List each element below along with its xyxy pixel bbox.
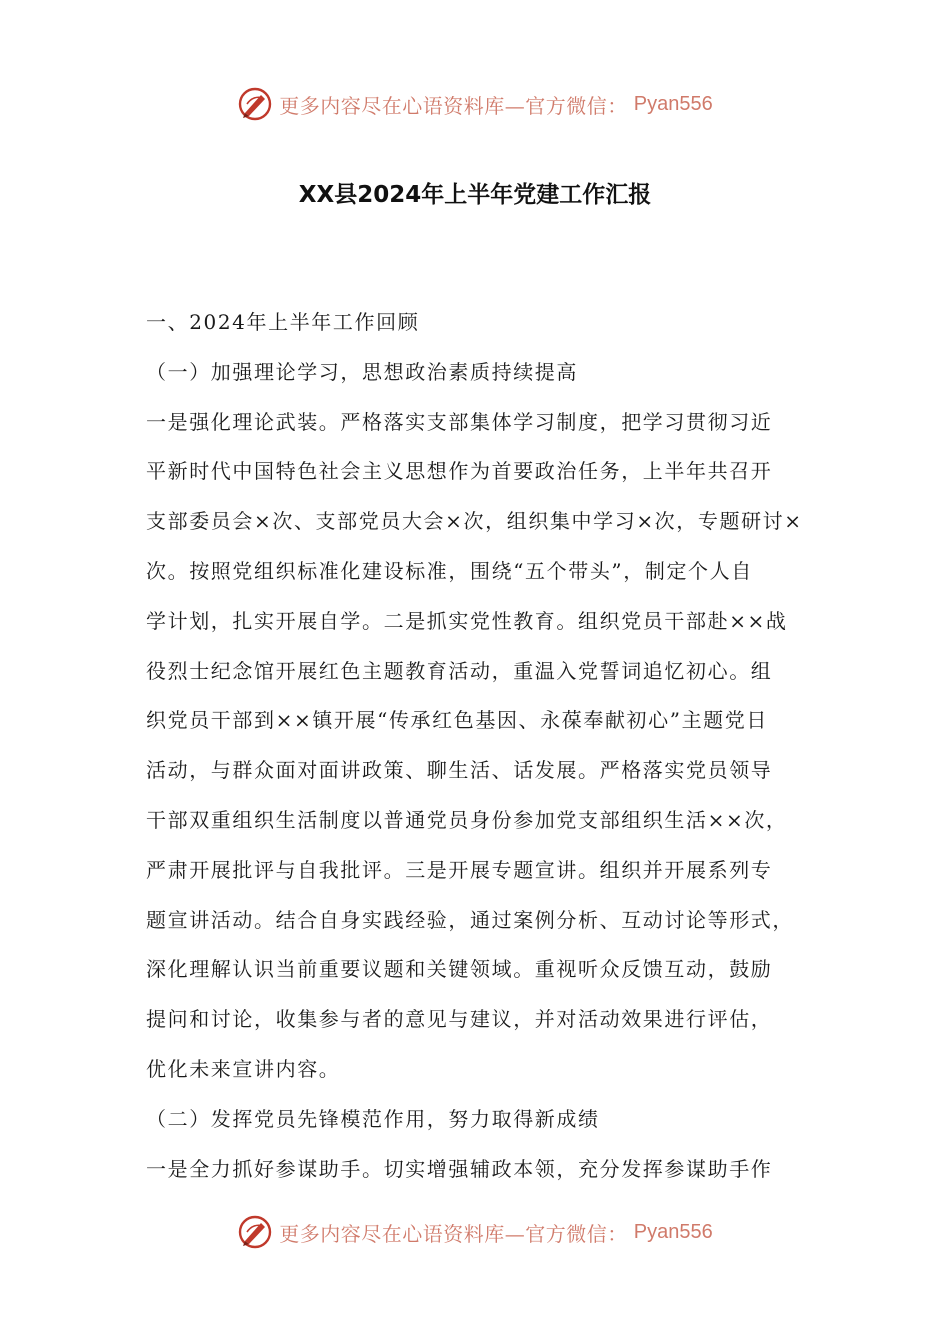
subsection-heading: （二）发挥党员先锋模范作用，努力取得新成绩 <box>146 1106 600 1131</box>
pen-logo-icon <box>237 1214 273 1250</box>
document-title: XX县2024年上半年党建工作汇报 <box>298 182 652 208</box>
body-line: 提问和讨论，收集参与者的意见与建议，并对活动效果进行评估， <box>146 1007 773 1032</box>
document-body <box>146 298 826 1194</box>
body-line: 严肃开展批评与自我批评。三是开展专题宣讲。组织并开展系列专 <box>146 857 773 882</box>
body-line: 支部委员会×次、支部党员大会×次，组织集中学习×次，专题研讨× <box>146 509 803 534</box>
watermark-wechat-id: Pyan556 <box>633 1220 713 1243</box>
watermark-wechat-id: Pyan556 <box>633 92 713 115</box>
body-line: 深化理解认识当前重要议题和关键领域。重视听众反馈互动，鼓励 <box>146 957 773 982</box>
body-line: 役烈士纪念馆开展红色主题教育活动，重温入党誓词追忆初心。组 <box>146 658 773 683</box>
body-line: 一是强化理论武装。严格落实支部集体学习制度，把学习贯彻习近 <box>146 409 773 434</box>
body-line: 平新时代中国特色社会主义思想作为首要政治任务，上半年共召开 <box>146 459 773 484</box>
body-line: 优化未来宣讲内容。 <box>146 1056 341 1081</box>
body-line: 活动，与群众面对面讲政策、聊生活、话发展。严格落实党员领导 <box>146 758 773 783</box>
body-line: 织党员干部到××镇开展“传承红色基因、永葆奉献初心”主题党日 <box>146 708 768 733</box>
body-line: 学计划，扎实开展自学。二是抓实党性教育。组织党员干部赴××战 <box>146 608 788 633</box>
subsection-heading: （一）加强理论学习，思想政治素质持续提高 <box>146 359 578 384</box>
body-line: 干部双重组织生活制度以普通党员身份参加党支部组织生活××次， <box>146 807 788 832</box>
body-line: 题宣讲活动。结合自身实践经验，通过案例分析、互动讨论等形式， <box>146 907 794 932</box>
section-heading: 一、2024年上半年工作回顾 <box>146 310 420 334</box>
footer-watermark <box>0 1212 950 1252</box>
header-watermark <box>0 84 950 124</box>
watermark-text: 更多内容尽在心语资料库—官方微信： <box>279 93 628 118</box>
watermark-text: 更多内容尽在心语资料库—官方微信： <box>279 1221 628 1246</box>
pen-logo-icon <box>237 86 273 122</box>
body-line: 次。按照党组织标准化建设标准，围绕“五个带头”，制定个人自 <box>146 558 753 583</box>
body-line: 一是全力抓好参谋助手。切实增强辅政本领，充分发挥参谋助手作 <box>146 1156 773 1181</box>
